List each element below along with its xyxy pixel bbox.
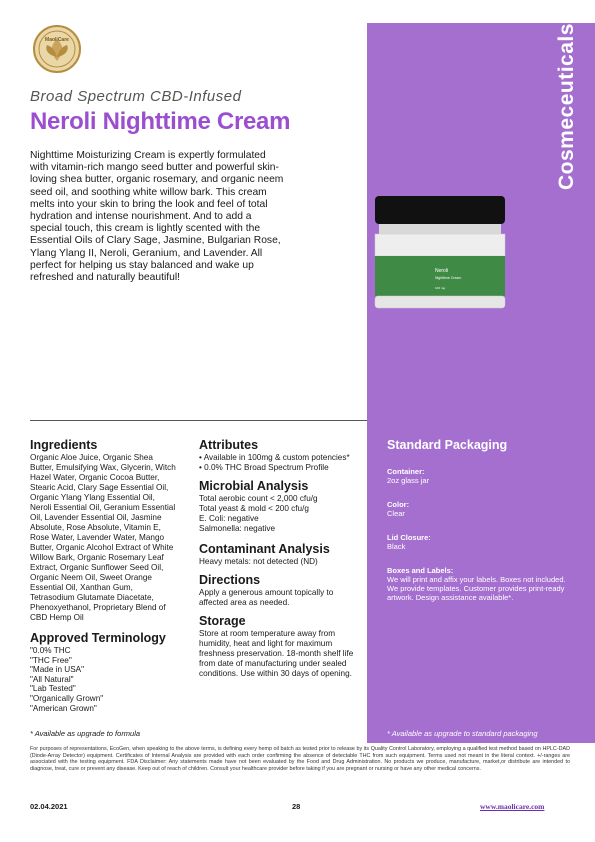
list-item: "Made in USA" xyxy=(30,665,85,675)
middle-column xyxy=(199,438,364,679)
brand-logo xyxy=(33,25,81,73)
packaging-footnote: * Available as upgrade to standard packaging xyxy=(387,729,538,738)
list-item: "THC Free" xyxy=(30,655,72,665)
list-item: "0.0% THC xyxy=(30,646,71,655)
leaf-logo-icon xyxy=(35,27,79,71)
left-column xyxy=(30,438,178,713)
storage-heading: Storage xyxy=(199,614,246,628)
section-divider xyxy=(30,420,367,421)
list-item: • 0.0% THC Broad Spectrum Profile xyxy=(199,463,329,472)
microbial-line: Salmonella: negative xyxy=(199,524,276,533)
directions-heading: Directions xyxy=(199,573,261,587)
attributes-heading: Attributes xyxy=(199,438,259,452)
container-label: Container: xyxy=(387,467,425,476)
microbial-line: Total aerobic count < 2,000 cfu/g xyxy=(199,494,318,503)
packaging-column xyxy=(387,438,567,617)
list-item: "Lab Tested" xyxy=(30,684,76,694)
microbial-line: E. Coli: negative xyxy=(199,514,259,523)
contaminant-text: Heavy metals: not detected (ND) xyxy=(199,557,318,566)
side-title: Cosmeceuticals xyxy=(555,23,578,190)
storage-text: Store at room temperature away from humidity, heat and light for maximum freshness preservation. 18-month shelf life from date of manufacturing under sealed conditions. Use within 30 days of opening. xyxy=(199,629,354,678)
packaging-heading: Standard Packaging xyxy=(387,438,508,452)
lid-label: Lid Closure: xyxy=(387,533,431,542)
boxes-label: Boxes and Labels: xyxy=(387,566,454,575)
boxes-value: We will print and affix your labels. Boxes not included. We provide templates. Customer provides print-ready artwork. Design assistance available*. xyxy=(387,575,566,602)
microbial-heading: Microbial Analysis xyxy=(199,479,309,493)
list-item: "American Grown" xyxy=(30,703,97,713)
product-title: Neroli Nighttime Cream xyxy=(30,108,291,135)
contaminant-heading: Contaminant Analysis xyxy=(199,542,330,556)
color-value: Clear xyxy=(387,509,405,518)
list-item: • Available in 100mg & custom potencies* xyxy=(199,453,350,462)
legal-disclaimer: For purposes of representations, EcoGen, when speaking to the above terms, is defining every hemp oil batch as tested prior to release by its Quality Control Laboratory, employing a qualified test method based on HPLC-DAD (Diode-Array Detector) equipment. Certificates of Internal Analysis are provided with each order confirming the absence of detectable THC from such equipment. Terms used not meant in the literal context. +/-ranges are associated with the testing equipment. FDA Disclaimer: Any statements made have not been evaluated by the Food and Drug Administration. No products we produce, manufacture, market,or distribute are intended to diagnose, treat, cure or prevent any disease. Keep out of reach of children. Consult your healthcare provider before taking if you are pregnant or nursing or have any other medical concerns. xyxy=(30,746,570,772)
page-number: 28 xyxy=(292,802,301,811)
directions-text: Apply a generous amount topically to affected area as needed. xyxy=(199,588,334,607)
website-link[interactable]: www.maolicare.com xyxy=(480,802,545,811)
product-description: Nighttime Moisturizing Cream is expertly formulated with vitamin-rich mango seed butter and powerful skin-loving shea butter, organic rosemary, and organic neem seed oil, and soothing white willow bark. This cream melts into your skin to bring the look and feel of total hydration and intense nourishment. And to add a special touch, this cream is lightly scented with the Essential Oils of Clary Sage, Jasmine, Bulgarian Rose, Ylang Ylang II, Neroli, Geranium, and Lavender. All perfect for helping us stay balanced and wake up refreshed and naturally beautiful! xyxy=(30,150,284,284)
cream-jar-image xyxy=(365,194,515,314)
jar-label-dose: 100 mg xyxy=(435,286,446,290)
list-item: "All Natural" xyxy=(30,674,74,684)
product-subtitle: Broad Spectrum CBD-Infused xyxy=(30,88,242,105)
ingredients-heading: Ingredients xyxy=(30,438,98,452)
ingredients-text: Organic Aloe Juice, Organic Shea Butter, Emulsifying Wax, Glycerin, Witch Hazel Water, Organic Cocoa Butter, Stearic Acid, Clary Sage Essential Oil, Organic Ylang Ylang Essential Oil, Neroli Essential Oil, Geranium Essential Oil, Lavender Essential Oil, Jasmine Absolute, Rose Absolute, Vitamin E, Rose Water, Lavender Water, Mango Butter, Organic Alcohol Extract of White Willow Bark, Organic Rosemary Leaf Extract, Organic Sunflower Seed Oil, Organic Neem Oil, Sweet Orange Essential Oil, Xanthan Gum, Tetrasodium Glutamate Diacetate, Phenoxyethanol, Proprietary Blend of CBD Hemp Oil xyxy=(30,453,176,622)
logo-text: MaoliCare xyxy=(45,37,69,43)
formula-footnote: * Available as upgrade to formula xyxy=(30,729,141,738)
container-value: 2oz glass jar xyxy=(387,476,430,485)
microbial-line: Total yeast & mold < 200 cfu/g xyxy=(199,504,309,513)
list-item: "Organically Grown" xyxy=(30,693,104,703)
footer-date: 02.04.2021 xyxy=(30,802,68,811)
jar-lid xyxy=(375,196,505,224)
color-label: Color: xyxy=(387,500,410,509)
terminology-list xyxy=(30,646,178,713)
jar-label-name: Neroli xyxy=(435,268,449,274)
lid-value: Black xyxy=(387,542,406,551)
jar-label-subname: Nighttime Cream xyxy=(435,276,462,280)
terminology-heading: Approved Terminology xyxy=(30,631,166,645)
